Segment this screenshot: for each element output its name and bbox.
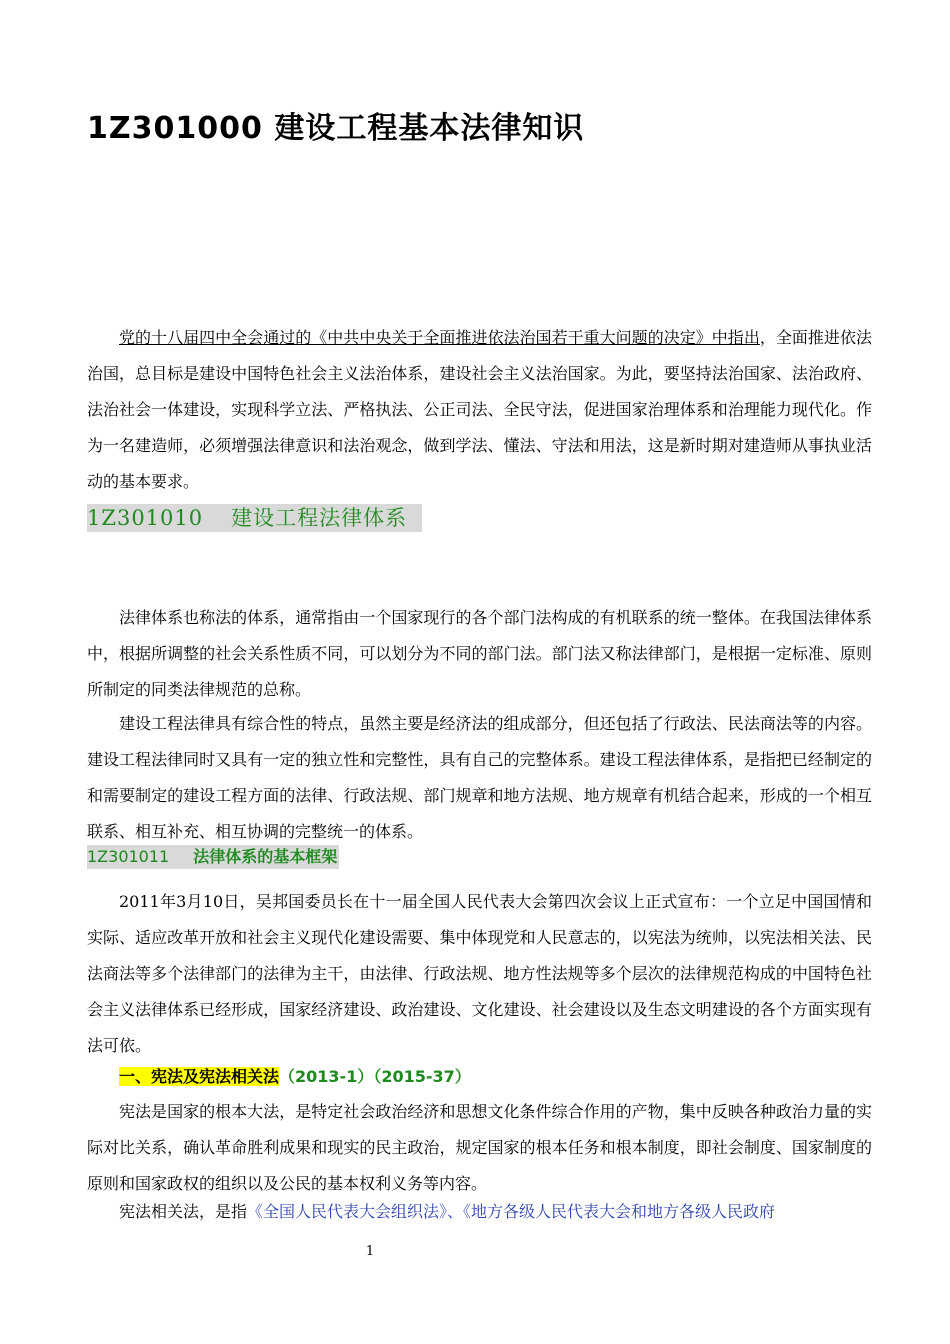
item-years: （2013-1）（2015-37）: [279, 1067, 471, 1086]
intro-body-text: ，全面推进依法治国，总目标是建设中国特色社会主义法治体系，建设社会主义法治国家。为此，要坚持法治国家、法治政府、法治社会一体建设，实现科学立法、严格执法、公正司法、全民守法，促进国家治理体系和治理能力现代化。作为一名建造师，必须增强法律意识和法治观念，做到学法、懂法、守法和用法，这是新时期对建造师从事执业活动的基本要求。: [87, 328, 872, 491]
item-paragraph: 宪法是国家的根本大法，是特定社会政治经济和思想文化条件综合作用的产物，集中反映各种政治力量的实际对比关系，确认革命胜利成果和现实的民主政治，规定国家的根本任务和根本制度，即社会制度、国家制度的原则和国家政权的组织以及公民的基本权利义务等内容。: [87, 1102, 872, 1193]
subsection-paragraph: 2011年3月10日，吴邦国委员长在十一届全国人民代表大会第四次会议上正式宣布：一个立足中国国情和实际、适应改革开放和社会主义现代化建设需要、集中体现党和人民意志的，以宪法为统帅，以宪法相关法、民法商法等多个法律部门的法律为主干，由法律、行政法规、地方性法规等多个层次的法律规范构成的中国特色社会主义法律体系已经形成，国家经济建设、政治建设、文化建设、社会建设以及生态文明建设的各个方面实现有法可依。: [87, 892, 872, 1055]
item-heading: [119, 1065, 471, 1089]
section-heading: [87, 504, 422, 532]
section-code: 1Z301010: [87, 506, 204, 530]
subsection-code: 1Z301011: [87, 847, 170, 866]
last-paragraph-prefix: 宪法相关法，是指: [119, 1202, 248, 1221]
last-paragraph: [87, 1194, 872, 1230]
law-reference-link[interactable]: 《全国人民代表大会组织法》、《地方各级人民代表大会和地方各级人民政府: [247, 1202, 776, 1221]
subsection-title: 法律体系的基本框架: [193, 847, 338, 866]
section-title: 建设工程法律体系: [231, 506, 408, 530]
intro-paragraph: [87, 320, 872, 500]
subsection-heading: [87, 845, 339, 869]
section-paragraph-2: 建设工程法律具有综合性的特点，虽然主要是经济法的组成部分，但还包括了行政法、民法商法等的内容。建设工程法律同时又具有一定的独立性和完整性，具有自己的完整体系。建设工程法律体系，是指把已经制定的和需要制定的建设工程方面的法律、行政法规、部门规章和地方法规、地方规章有机结合起来，形成的一个相互联系、相互补充、相互协调的完整统一的体系。: [87, 714, 872, 841]
item-title: 一、宪法及宪法相关法: [119, 1067, 280, 1086]
intro-underlined-text: 党的十八届四中全会通过的《中共中央关于全面推进依法治国若干重大问题的决定》中指出: [119, 328, 760, 347]
document-title: 1Z301000 建设工程基本法律知识: [87, 111, 585, 146]
section-paragraph-1: 法律体系也称法的体系，通常指由一个国家现行的各个部门法构成的有机联系的统一整体。在我国法律体系中，根据所调整的社会关系性质不同，可以划分为不同的部门法。部门法又称法律部门，是根据一定标准、原则所制定的同类法律规范的总称。: [87, 608, 872, 699]
page-number: 1: [365, 1244, 375, 1259]
